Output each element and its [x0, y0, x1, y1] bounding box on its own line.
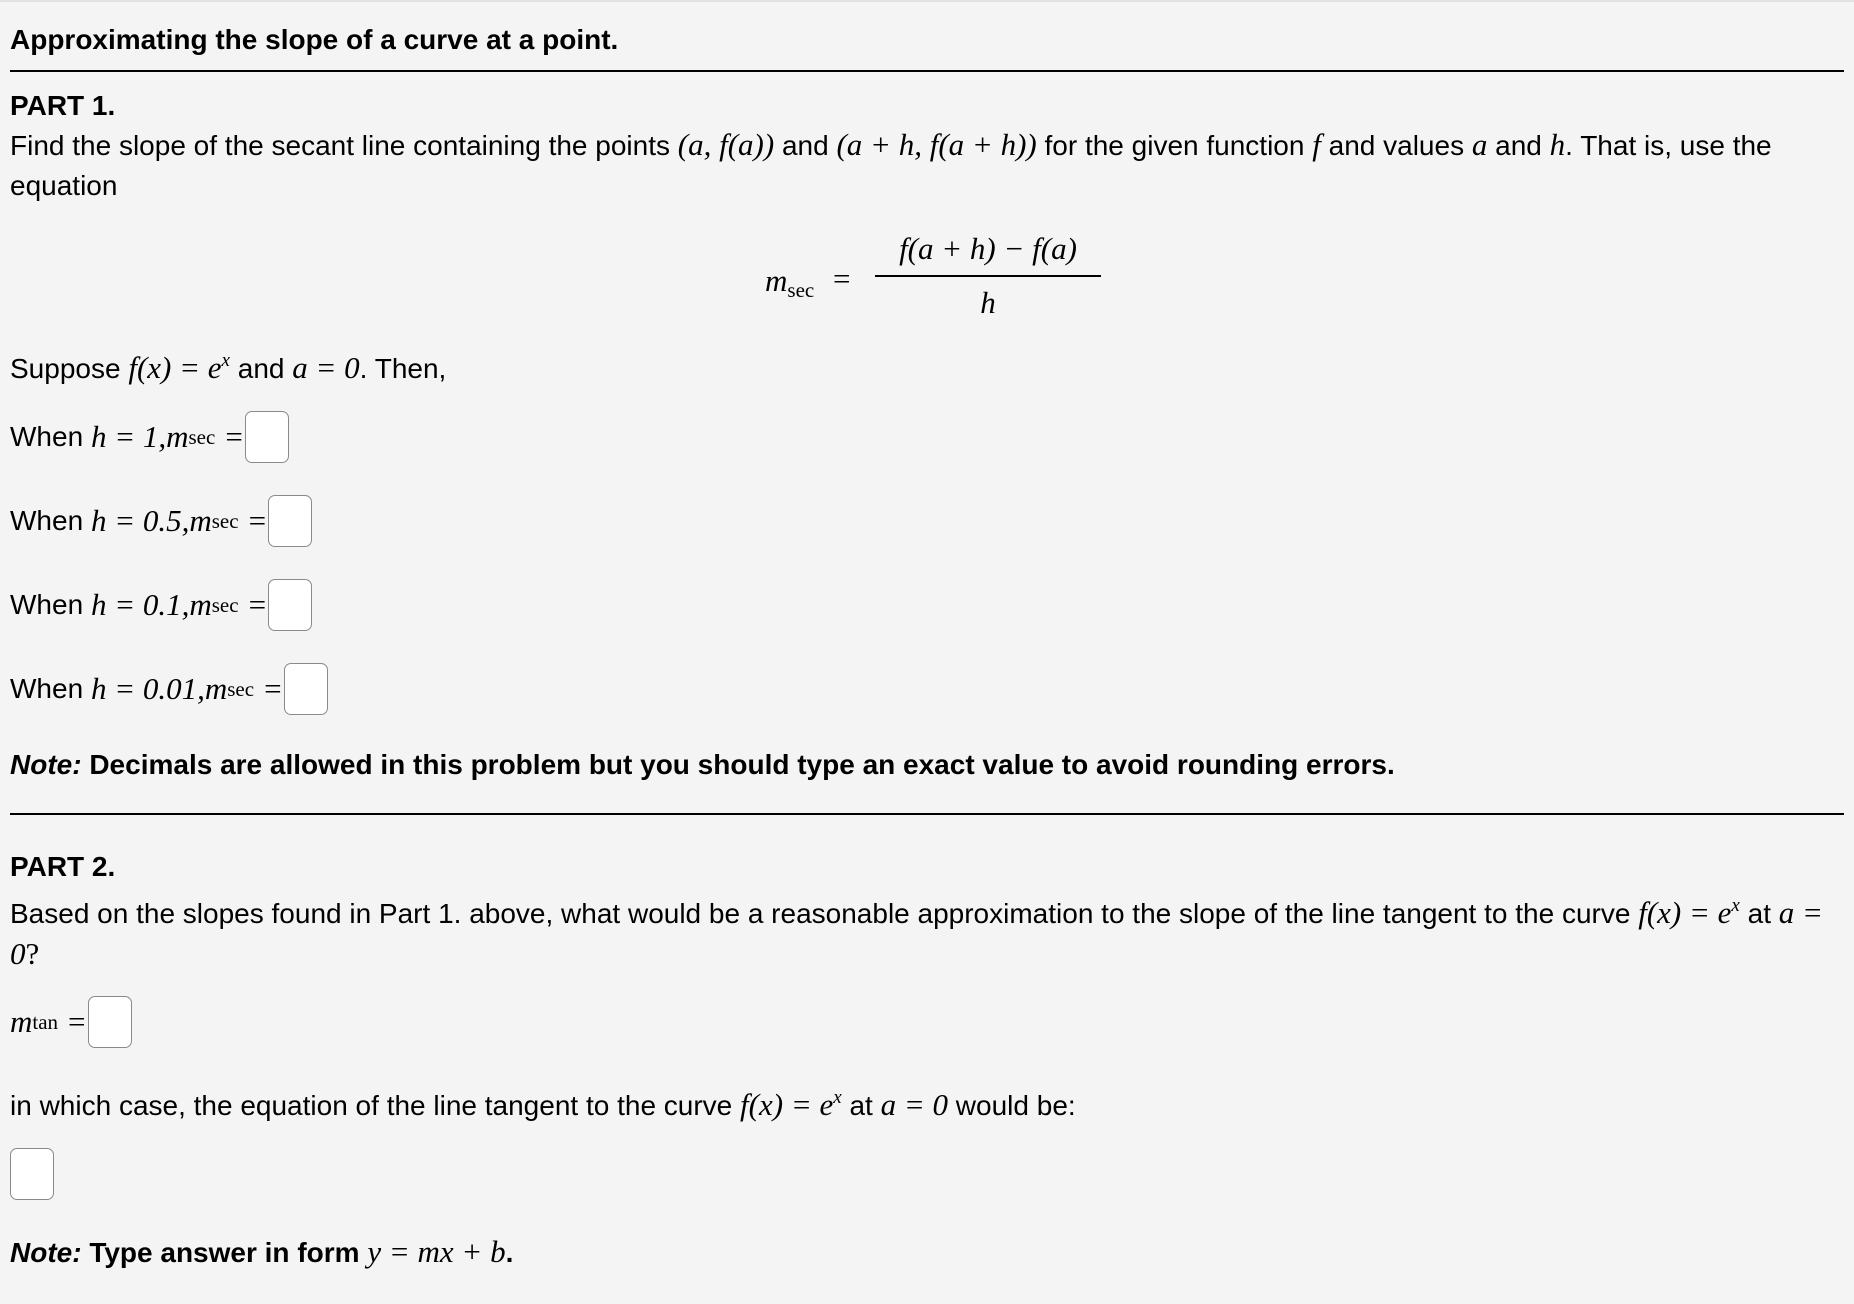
equals-sign: = [264, 671, 282, 706]
part1-instructions [10, 125, 1840, 206]
point-a-plus-h: (a + h, f(a + h)) [836, 127, 1037, 162]
part2-label: PART 2. [10, 851, 116, 882]
part1-label: PART 1. [10, 90, 116, 121]
point-a: (a, f(a)) [677, 127, 775, 162]
suppose-a-eq: a = 0 [292, 350, 360, 385]
var-a: a [1471, 127, 1488, 162]
part1-intro-c: and values [1320, 130, 1472, 161]
function-f: f [1312, 127, 1321, 162]
tangent-fx: f(x) = e [740, 1087, 834, 1122]
note-label: Note: [10, 1237, 82, 1268]
tangent-slope-row [10, 994, 132, 1050]
part2-fx: f(x) = e [1638, 895, 1732, 930]
m-var: m [204, 671, 228, 706]
equals-sign: = [248, 587, 267, 622]
part2-note [10, 1234, 513, 1270]
suppose-text-a: Suppose [10, 353, 129, 384]
top-border [0, 0, 1854, 2]
tangent-equation-row [10, 1146, 54, 1202]
answer-input-mtan[interactable] [88, 996, 132, 1048]
part2-a-eq: a = 0 [10, 895, 1823, 971]
part-divider [10, 813, 1844, 815]
tangent-line-statement [10, 1078, 1840, 1126]
part1-and1: and [774, 130, 837, 161]
suppose-fx: f(x) = e [128, 350, 222, 385]
m-sub: sec [211, 508, 239, 533]
when-label: When [10, 673, 84, 704]
tangent-a-eq: a = 0 [880, 1087, 949, 1122]
secant-row-h0.01 [10, 661, 328, 717]
m-sub: tan [32, 1009, 59, 1034]
tangent-exp: x [833, 1087, 842, 1108]
tangent-text-c: would be: [948, 1090, 1076, 1121]
part1-and2: and [1487, 130, 1550, 161]
var-h: h [1549, 127, 1566, 162]
equation-lhs [765, 263, 814, 303]
when-label: When [10, 505, 84, 536]
fraction-bar [875, 275, 1101, 277]
m-var: m [10, 1004, 33, 1039]
part1-note [10, 749, 1395, 781]
part1-intro-b: for the given function [1036, 130, 1313, 161]
tangent-text-a: in which case, the equation of the line tangent to the curve [10, 1090, 741, 1121]
note-math: y = mx + b [367, 1234, 506, 1269]
part2-q-c: ? [25, 936, 40, 971]
note-label: Note: [10, 749, 82, 780]
part2-exp: x [1731, 895, 1740, 916]
secant-row-h1 [10, 409, 289, 465]
m-sub: sec [227, 676, 255, 701]
part1-intro-d: . That is, use the equation [10, 130, 1772, 201]
h-expr: h = 0.01, [90, 671, 205, 706]
equals-sign: = [68, 1004, 86, 1039]
note-text: Type answer in form [81, 1237, 368, 1268]
answer-input-h1[interactable] [245, 411, 289, 463]
m-sub: sec [211, 592, 239, 617]
suppose-text-b: and [229, 353, 293, 384]
h-expr: h = 0.1, [90, 587, 190, 622]
tangent-text-b: at [841, 1090, 881, 1121]
m-var: m [189, 503, 212, 538]
h-expr: h = 0.5, [90, 503, 190, 538]
fraction-numerator: f(a + h) − f(a) [899, 231, 1077, 266]
answer-input-h0.01[interactable] [284, 663, 328, 715]
secant-row-h0.1 [10, 577, 312, 633]
problem-title: Approximating the slope of a curve at a point. [10, 24, 619, 55]
suppose-text-c: . Then, [359, 353, 447, 384]
m-var: m [189, 587, 212, 622]
secant-slope-equation [765, 225, 1185, 335]
answer-input-tangent-equation[interactable] [10, 1148, 54, 1200]
fraction-denominator: h [980, 285, 996, 320]
m-sub: sec [787, 278, 815, 302]
part2-question [10, 886, 1840, 975]
part2-q-a: Based on the slopes found in Part 1. above, what would be a reasonable approximation to the slope of the line tangent to the curve [10, 898, 1639, 929]
note-end: . [505, 1237, 514, 1268]
equals-sign: = [248, 503, 267, 538]
when-label: When [10, 589, 84, 620]
part2-q-b: at [1739, 898, 1779, 929]
part1-intro-a: Find the slope of the secant line containing the points [10, 130, 678, 161]
equals-sign: = [225, 419, 243, 454]
when-label: When [10, 421, 84, 452]
answer-input-h0.1[interactable] [268, 579, 312, 631]
h-expr: h = 1, [90, 419, 167, 454]
secant-row-h0.5 [10, 493, 312, 549]
fraction [875, 225, 1101, 325]
m-var: m [765, 263, 788, 298]
answer-input-h0.5[interactable] [268, 495, 312, 547]
m-sub: sec [188, 424, 216, 449]
suppose-statement [10, 341, 1840, 389]
note-text: Decimals are allowed in this problem but you should type an exact value to avoid rounding errors. [81, 749, 1395, 780]
title-divider [10, 70, 1844, 72]
m-var: m [166, 419, 189, 454]
suppose-exp: x [221, 350, 230, 371]
equals-sign: = [833, 261, 851, 296]
